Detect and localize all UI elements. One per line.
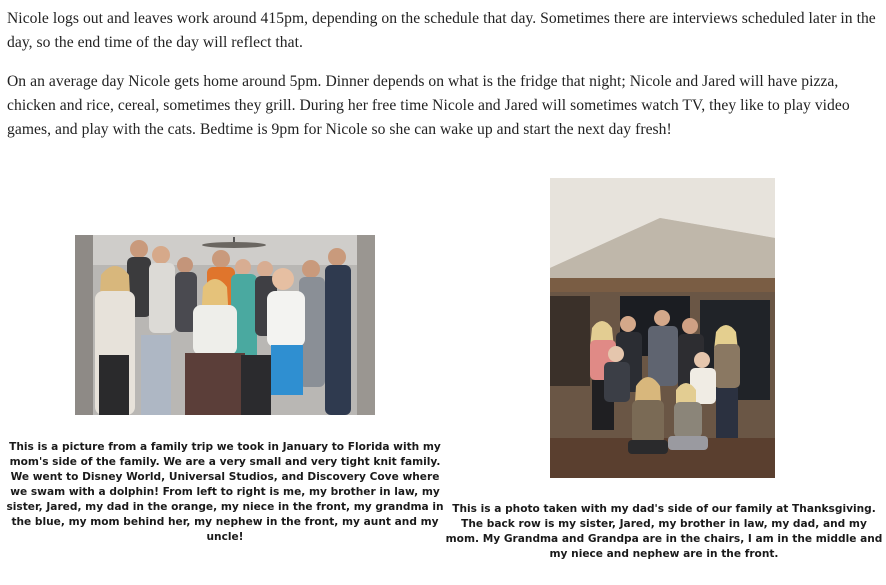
paragraph-evening-routine: On an average day Nicole gets home around 5pm. Dinner depends on what is the fridge that night; Nicole and Jared will have pizza, chicken and rice, cereal, sometimes they grill. During her free time Nicole and Jared will sometimes watch TV, they like to play video games, and play with the cats. Bedtime is 9pm for Nicole so she can wake up and start the next day fresh!: [7, 73, 850, 138]
paragraph-evening-schedule: Nicole logs out and leaves work around 415pm, depending on the schedule that day. Sometimes there are interviews scheduled later in the day, so the end time of the day will reflect that.: [7, 10, 876, 51]
florida-photo-caption: This is a picture from a family trip we took in January to Florida with my mom's side of the family. We are a very small and very tight knit family. We went to Disney World, Universal Studios, and Discovery Cove where we swam with a dolphin! From left to right is me, my brother in law, my sister, Jared, my dad in the orange, my niece in the front, my grandma in the blue, my mom behind her, my nephew in the front, my aunt and my uncle!: [6, 441, 444, 543]
thanksgiving-family-photo: [550, 178, 775, 478]
thanksgiving-photo-caption: This is a photo taken with my dad's side of our family at Thanksgiving. The back row is my sister, Jared, my brother in law, my dad, and my mom. My Grandma and Grandpa are in the chairs, I am in the middle and my niece and nephew are in the front.: [445, 503, 883, 560]
florida-family-photo: [75, 235, 375, 415]
